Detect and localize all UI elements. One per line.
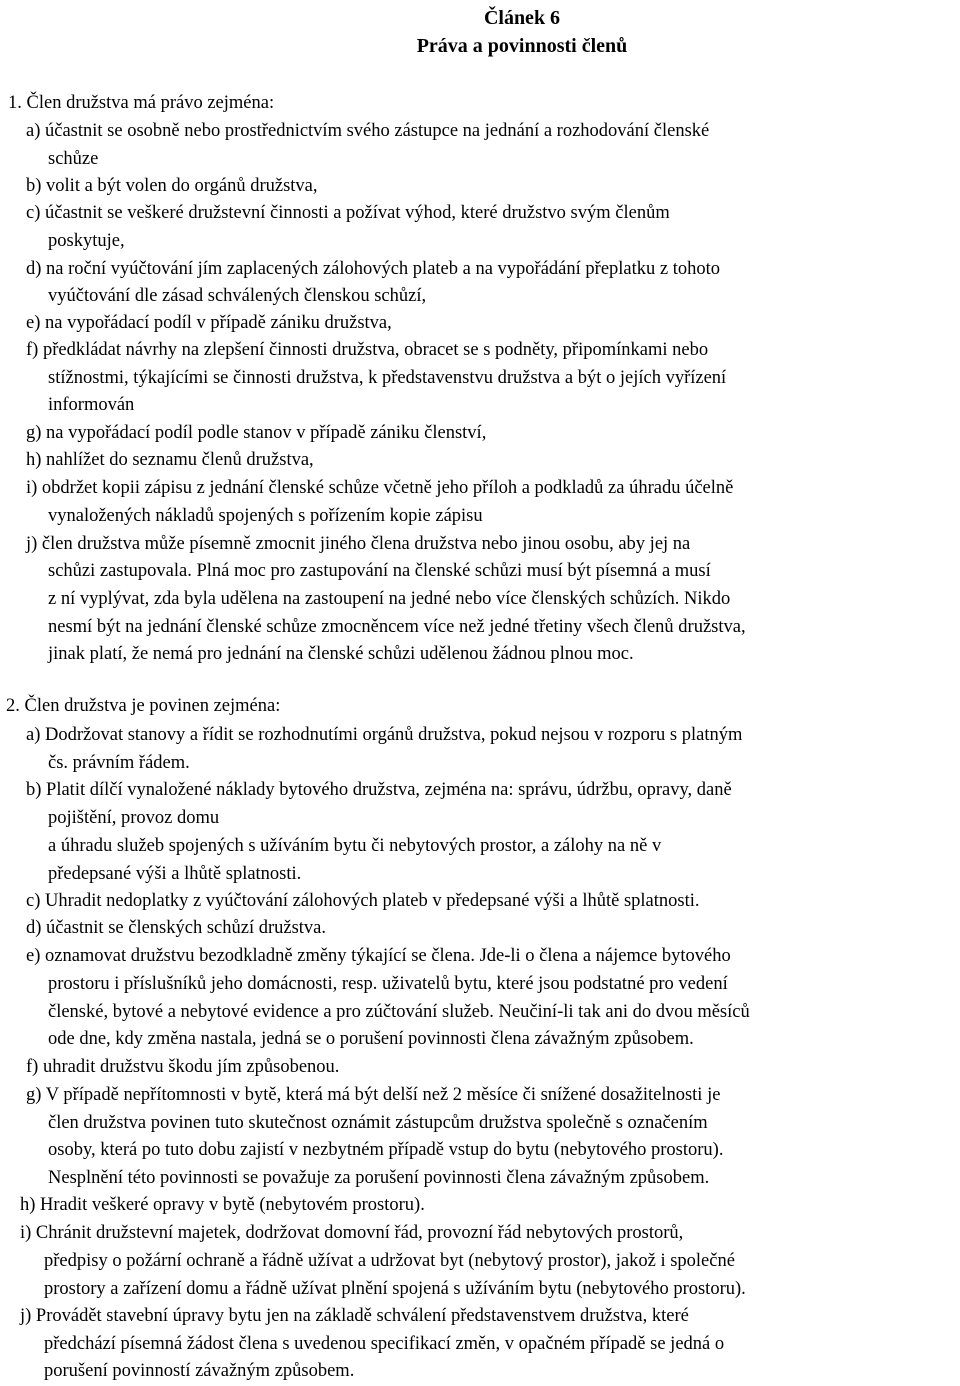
- list-item-continuation: schůzi zastupovala. Plná moc pro zastupování na členské schůzi musí být písemná a musí: [48, 561, 711, 581]
- list-item: d) na roční vyúčtování jím zaplacených zálohových plateb a na vypořádání přeplatku z tohoto: [26, 259, 721, 279]
- list-item: j) Provádět stavební úpravy bytu jen na základě schválení představenstvem družstva, které: [20, 1306, 689, 1326]
- list-item-continuation: porušení povinností závažným způsobem.: [44, 1361, 355, 1381]
- section-heading: 1. Člen družstva má právo zejména:: [8, 93, 275, 113]
- list-item: e) na vypořádací podíl v případě zániku družstva,: [26, 313, 392, 333]
- list-item-continuation: pojištění, provoz domu: [48, 808, 220, 828]
- list-item: a) Dodržovat stanovy a řídit se rozhodnutími orgánů družstva, pokud nejsou v rozporu s platným: [26, 725, 743, 745]
- list-item-continuation: stížnostmi, týkajícími se činnosti družstva, k představenstvu družstva a být o jejích vyřízení: [48, 368, 727, 388]
- list-item-continuation: prostory a zařízení domu a řádně užívat plnění spojená s užíváním bytu (nebytového prostoru).: [44, 1279, 746, 1299]
- list-item-continuation: ode dne, kdy změna nastala, jedná se o porušení povinnosti člena závažným způsobem.: [48, 1029, 694, 1049]
- list-item-continuation: a úhradu služeb spojených s užíváním bytu či nebytových prostor, a zálohy na ně v: [48, 836, 662, 856]
- list-item-continuation: předepsané výši a lhůtě splatnosti.: [48, 864, 302, 884]
- list-item-continuation: jinak platí, že nemá pro jednání na členské schůzi udělenou žádnou plnou moc.: [48, 644, 634, 664]
- list-item: c) účastnit se veškeré družstevní činnosti a požívat výhod, které družstvo svým členům: [26, 203, 670, 223]
- list-item: i) Chránit družstevní majetek, dodržovat domovní řád, provozní řád nebytových prostorů,: [20, 1223, 684, 1243]
- list-item-continuation: předchází písemná žádost člena s uvedenou specifikací změn, v opačném případě se jedná o: [44, 1334, 725, 1354]
- list-item-continuation: člen družstva povinen tuto skutečnost oznámit zástupcům družstva společně s označením: [48, 1113, 708, 1133]
- list-item-continuation: Nesplnění této povinnosti se považuje za porušení povinnosti člena závažným způsobem.: [48, 1168, 710, 1188]
- list-item: d) účastnit se členských schůzí družstva.: [26, 918, 327, 938]
- list-item: f) předkládat návrhy na zlepšení činnosti družstva, obracet se s podněty, připomínkami nebo: [26, 340, 709, 360]
- list-item-continuation: čs. právním řádem.: [48, 753, 190, 773]
- list-item-continuation: schůze: [48, 149, 99, 169]
- list-item-continuation: osoby, která po tuto dobu zajistí v nezbytném případě vstup do bytu (nebytového prostoru).: [48, 1140, 724, 1160]
- list-item: b) Platit dílčí vynaložené náklady bytového družstva, zejména na: správu, údržbu, opravy, daně: [26, 780, 732, 800]
- article-number: Článek 6: [483, 7, 561, 29]
- list-item: h) Hradit veškeré opravy v bytě (nebytovém prostoru).: [20, 1195, 425, 1215]
- list-item-continuation: nesmí být na jednání členské schůze zmocněncem více než jedné třetiny všech členů družstva,: [48, 617, 746, 637]
- section-heading: 2. Člen družstva je povinen zejména:: [6, 696, 281, 716]
- list-item-continuation: z ní vyplývat, zda byla udělena na zastoupení na jedné nebo více členských schůzích. Nikdo: [48, 589, 731, 609]
- list-item-continuation: poskytuje,: [48, 231, 125, 251]
- list-item: e) oznamovat družstvu bezodkladně změny týkající se člena. Jde-li o člena a nájemce bytového: [26, 946, 731, 966]
- list-item-continuation: vynaložených nákladů spojených s pořízením kopie zápisu: [48, 506, 483, 526]
- list-item: c) Uhradit nedoplatky z vyúčtování zálohových plateb v předepsané výši a lhůtě splatnosti.: [26, 891, 700, 911]
- list-item: j) člen družstva může písemně zmocnit jiného člena družstva nebo jinou osobu, aby jej na: [26, 534, 691, 554]
- list-item-continuation: informován: [48, 395, 135, 415]
- list-item: a) účastnit se osobně nebo prostřednictvím svého zástupce na jednání a rozhodování členské: [26, 121, 710, 141]
- list-item-continuation: vyúčtování dle zásad schválených členskou schůzí,: [48, 286, 427, 306]
- list-item-continuation: předpisy o požární ochraně a řádně užívat a udržovat byt (nebytový prostor), jakož i společné: [44, 1251, 735, 1271]
- list-item: b) volit a být volen do orgánů družstva,: [26, 176, 318, 196]
- list-item: h) nahlížet do seznamu členů družstva,: [26, 450, 314, 470]
- list-item: g) na vypořádací podíl podle stanov v případě zániku členství,: [26, 423, 487, 443]
- list-item: g) V případě nepřítomnosti v bytě, která má být delší než 2 měsíce či snížené dosažitelnosti je: [26, 1085, 721, 1105]
- list-item-continuation: členské, bytové a nebytové evidence a pro zúčtování služeb. Neučiní-li tak ani do dvou měsíců: [48, 1002, 750, 1022]
- list-item: i) obdržet kopii zápisu z jednání členské schůze včetně jeho příloh a podkladů za úhradu účelně: [26, 478, 734, 498]
- list-item: f) uhradit družstvu škodu jím způsobenou.: [26, 1057, 340, 1077]
- list-item-continuation: prostoru i příslušníků jeho domácnosti, resp. uživatelů bytu, které jsou podstatné pro vedení: [48, 974, 728, 994]
- article-title: Práva a povinnosti členů: [416, 35, 628, 57]
